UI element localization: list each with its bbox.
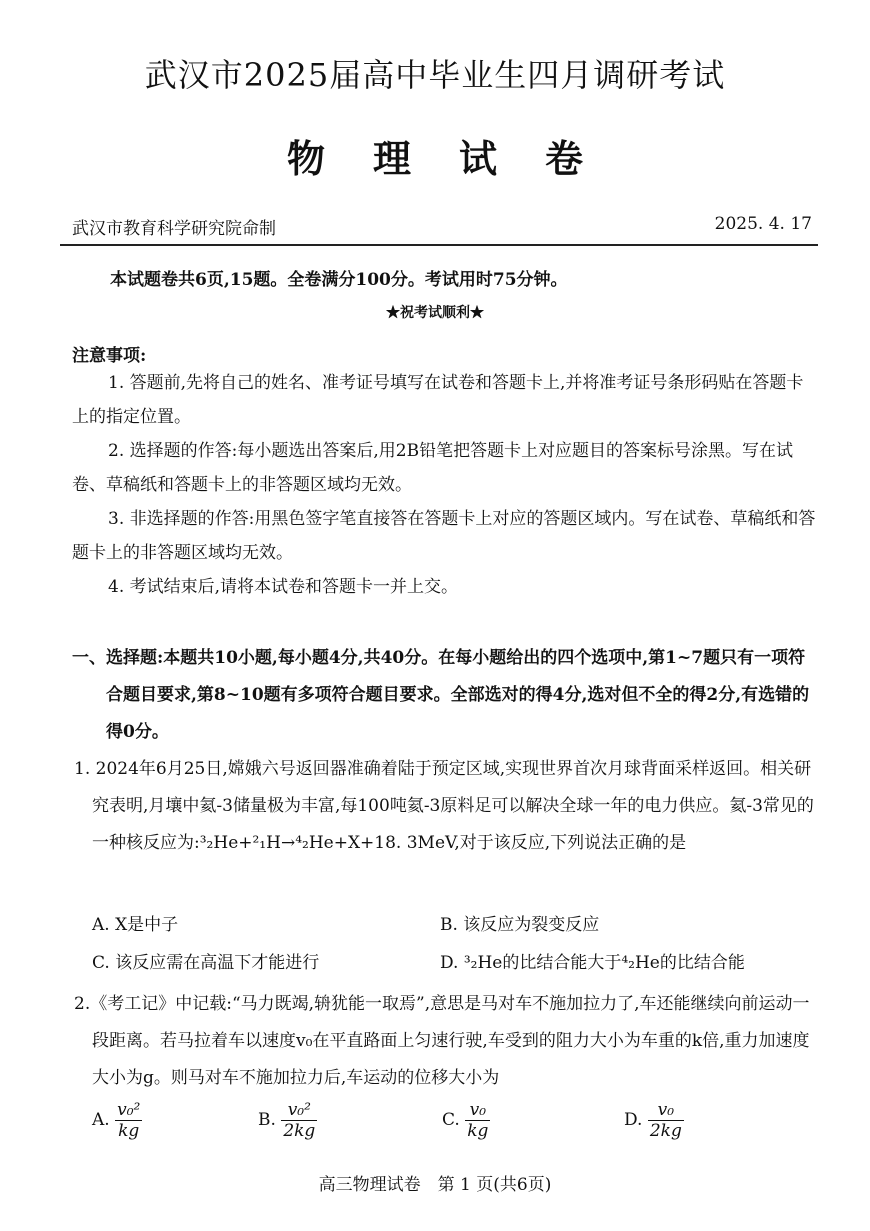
subject-char: 卷 (545, 136, 584, 181)
denominator: 2kg (283, 1121, 316, 1141)
subject-char: 试 (459, 136, 498, 181)
subject-char: 理 (372, 136, 411, 181)
q1-option-c: C. 该反应需在高温下才能进行 (92, 953, 320, 973)
q1-option-b: B. 该反应为裂变反应 (440, 915, 600, 935)
fraction (281, 1100, 317, 1141)
header-divider (60, 244, 818, 246)
question-1-text: 1. 2024年6月25日,嫦娥六号返回器准确着陆于预定区域,实现世界首次月球背面采样返回。相关研究表明,月壤中氦-3储量极为丰富,每100吨氦-3原料足可以解决全球一年的电力供应。氦-3常见的一种核反应为: (74, 759, 814, 853)
note-item: 3. 非选择题的作答:用黑色签字笔直接答在答题卡上对应的答题区域内。写在试卷、草稿纸和答题卡上的非答题区域均无效。 (72, 509, 816, 563)
option-label: D. (624, 1110, 643, 1130)
page-footer: 高三物理试卷 第 1 页(共6页) (318, 1175, 552, 1195)
denominator: kg (467, 1121, 489, 1141)
fraction (648, 1100, 684, 1141)
q1-option-d: D. ³₂He的比结合能大于⁴₂He的比结合能 (440, 953, 745, 973)
issuer: 武汉市教育科学研究院命制 (72, 219, 276, 239)
fraction (465, 1100, 490, 1141)
question-1-text-end: ,对于该反应,下列说法正确的是 (454, 833, 687, 853)
denominator: kg (118, 1121, 140, 1141)
notes-heading: 注意事项: (72, 346, 147, 366)
option-label: C. (442, 1110, 460, 1130)
subject-char: 物 (286, 136, 325, 181)
q2-option-c (442, 1100, 490, 1141)
q1-option-a: A. X是中子 (92, 915, 179, 935)
note-item: 2. 选择题的作答:每小题选出答案后,用2B铅笔把答题卡上对应题目的答案标号涂黑。写在试卷、草稿纸和答题卡上的非答题区域均无效。 (72, 441, 794, 495)
question-2: 2.《考工记》中记载:“马力既竭,辀犹能一取焉”,意思是马对车不施加拉力了,车还能继续向前运动一段距离。若马拉着车以速度v₀在平直路面上匀速行驶,车受到的阻力大小为车重的k倍,重力加速度大小为g。则马对车不施加拉力后,车运动的位移大小为 (74, 994, 810, 1088)
exam-intro: 本试题卷共6页,15题。全卷满分100分。考试用时75分钟。 (110, 270, 568, 290)
numerator: v₀ (648, 1100, 684, 1121)
subject-title (0, 128, 870, 183)
option-label: A. (92, 1110, 110, 1130)
note-item: 4. 考试结束后,请将本试卷和答题卡一并上交。 (108, 577, 459, 597)
fraction (115, 1100, 142, 1141)
q2-option-a (92, 1100, 142, 1141)
section-heading: 一、选择题:本题共10小题,每小题4分,共40分。在每小题给出的四个选项中,第1~7题只有一项符合题目要求,第8~10题有多项符合题目要求。全部选对的得4分,选对但不全的得2分,有选错的得0分。 (72, 648, 810, 742)
exam-date: 2025. 4. 17 (714, 214, 812, 234)
denominator: 2kg (649, 1121, 682, 1141)
numerator: v₀ (465, 1100, 490, 1121)
numerator: v₀² (117, 1100, 141, 1120)
question-1 (74, 751, 818, 862)
note-item: 1. 答题前,先将自己的姓名、准考证号填写在试卷和答题卡上,并将准考证号条形码贴在答题卡上的指定位置。 (72, 373, 804, 427)
nuclear-reaction: ³₂He+²₁H→⁴₂He+X+18. 3MeV (199, 833, 455, 853)
q2-option-d (624, 1100, 684, 1141)
option-label: B. (258, 1110, 276, 1130)
q2-option-b (258, 1100, 317, 1141)
good-luck-line: ★祝考试顺利★ (386, 305, 484, 321)
exam-title: 武汉市2025届高中毕业生四月调研考试 (144, 56, 726, 94)
numerator: v₀² (281, 1100, 317, 1121)
